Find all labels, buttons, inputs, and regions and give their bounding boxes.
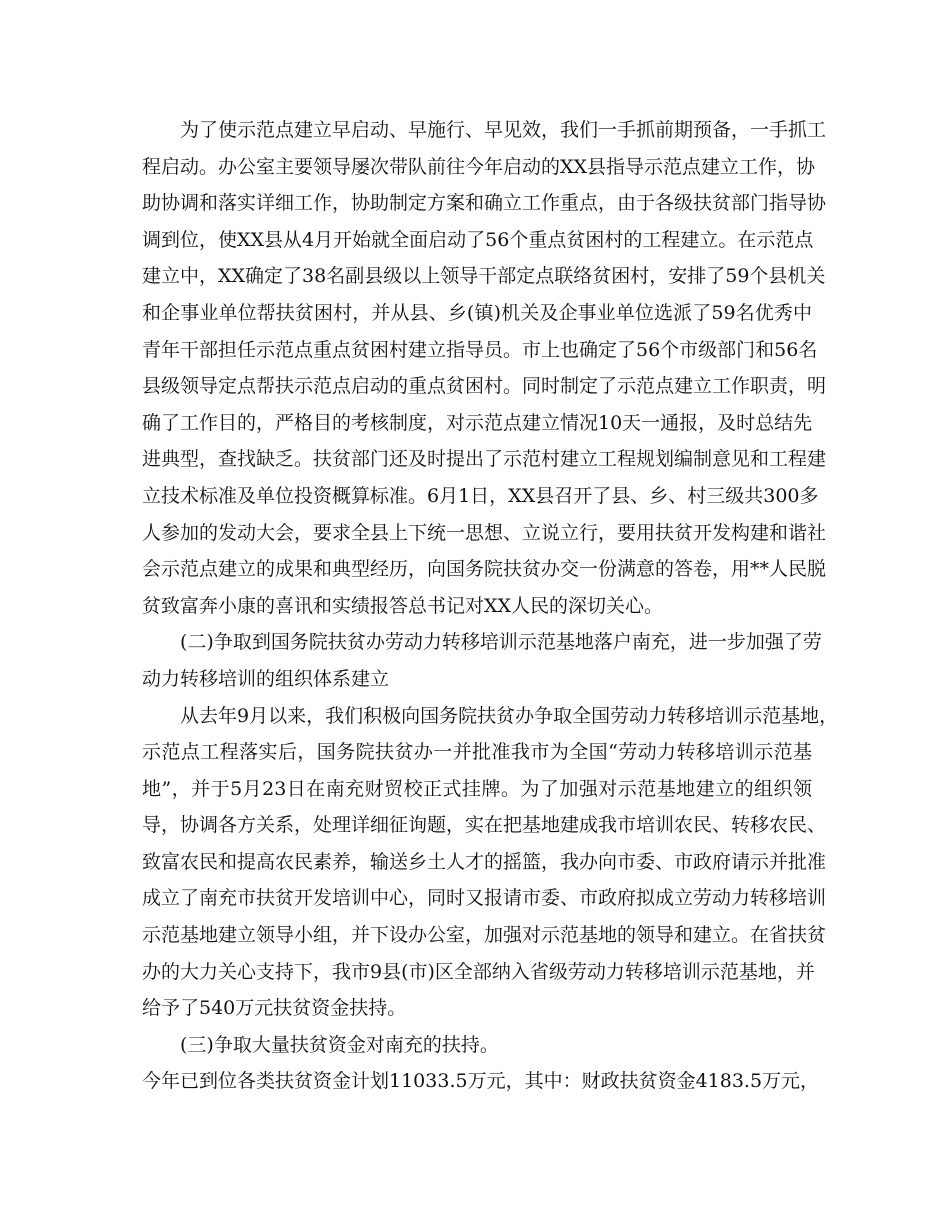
- text-line: 导，协调各方关系，处理详细征询题，实在把基地建成我市培训农民、转移农民、: [142, 814, 827, 837]
- text-line: 人参加的发动大会，要求全县上下统一思想、立说立行，要用扶贫开发构建和谐社: [142, 521, 827, 544]
- paragraph: [142, 1027, 812, 1064]
- paragraph: [142, 698, 839, 1027]
- text-line: 从去年9月以来，我们积极向国务院扶贫办争取全国劳动力转移培训示范基地，: [180, 704, 839, 727]
- text-line: 进典型，查找缺乏。扶贫部门还及时提出了示范村建立工程规划编制意见和工程建: [142, 448, 827, 471]
- text-line: 建立中，XX确定了38名副县级以上领导干部定点联络贫困村，安排了59个县机关: [142, 265, 826, 288]
- text-line: 致富农民和提高农民素养，输送乡土人才的摇篮，我办向市委、市政府请示并批准: [142, 850, 827, 873]
- text-line: (二)争取到国务院扶贫办劳动力转移培训示范基地落户南充，进一步加强了劳: [180, 631, 822, 654]
- text-line: 确了工作目的，严格目的考核制度，对示范点建立情况10天一通报，及时总结先: [142, 411, 813, 434]
- document-body: [142, 112, 839, 1100]
- text-line: 示范基地建立领导小组，并下设办公室，加强对示范基地的领导和建立。在省扶贫: [142, 924, 827, 947]
- text-line: 给予了540万元扶贫资金扶持。: [142, 997, 407, 1020]
- paragraph: [142, 1063, 820, 1100]
- text-line: 示范点工程落实后，国务院扶贫办一并批准我市为全国“劳动力转移培训示范基: [142, 741, 812, 764]
- text-line: 和企事业单位帮扶贫困村，并从县、乡(镇)机关及企事业单位选派了59名优秀中: [142, 301, 812, 324]
- text-line: 程启动。办公室主要领导屡次带队前往今年启动的XX县指导示范点建立工作，协: [142, 155, 816, 178]
- text-line: 助协调和落实详细工作，协助制定方案和确立工作重点，由于各级扶贫部门指导协: [142, 192, 827, 215]
- text-line: 立技术标准及单位投资概算标准。6月1日，XX县召开了县、乡、村三级共300多: [142, 484, 819, 507]
- paragraph: [142, 112, 827, 624]
- paragraph: [142, 624, 822, 697]
- text-line: 为了使示范点建立早启动、早施行、早见效，我们一手抓前期预备，一手抓工: [180, 119, 827, 141]
- text-line: 贫致富奔小康的喜讯和实绩报答总书记对XX人民的深切关心。: [142, 594, 664, 617]
- text-line: 县级领导定点帮扶示范点启动的重点贫困村。同时制定了示范点建立工作职责，明: [142, 375, 827, 398]
- text-line: (三)争取大量扶贫资金对南充的扶持。: [180, 1033, 499, 1056]
- text-line: 会示范点建立的成果和典型经历，向国务院扶贫办交一份满意的答卷，用**人民脱: [142, 558, 827, 581]
- text-line: 成立了南充市扶贫开发培训中心，同时又报请市委、市政府拟成立劳动力转移培训: [142, 887, 827, 910]
- text-line: 调到位，使XX县从4月开始就全面启动了56个重点贫困村的工程建立。在示范点: [142, 228, 814, 251]
- text-line: 今年已到位各类扶贫资金计划11033.5万元，其中：财政扶贫资金4183.5万元，: [142, 1070, 820, 1093]
- text-line: 地”，并于5月23日在南充财贸校正式挂牌。为了加强对示范基地建立的组织领: [142, 777, 812, 800]
- text-line: 办的大力关心支持下，我市9县(市)区全部纳入省级劳动力转移培训示范基地，并: [142, 960, 815, 983]
- text-line: 青年干部担任示范点重点贫困村建立指导员。市上也确定了56个市级部门和56名: [142, 338, 818, 361]
- text-line: 动力转移培训的组织体系建立: [142, 667, 390, 690]
